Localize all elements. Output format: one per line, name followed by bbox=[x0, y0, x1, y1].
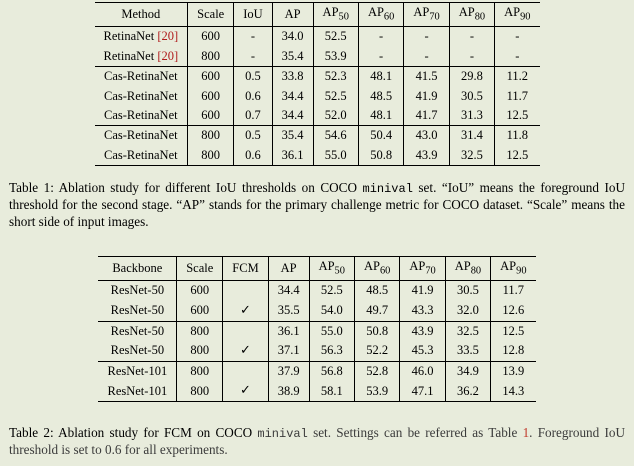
cell-ap50: 55.0 bbox=[313, 146, 358, 166]
cell-method: Cas-RetinaNet bbox=[95, 106, 188, 126]
cell-ap80: 32.5 bbox=[449, 146, 494, 166]
cell-ap90: - bbox=[495, 47, 540, 67]
cell-ap70: 41.9 bbox=[404, 87, 449, 106]
cell-ap: 35.4 bbox=[272, 47, 313, 67]
cell-scale: 600 bbox=[177, 281, 223, 301]
cell-ap70: - bbox=[404, 27, 449, 47]
caption-text-b: set. Settings can be referred as Table bbox=[307, 425, 523, 440]
cell-ap70: 43.3 bbox=[400, 301, 445, 321]
cell-scale: 800 bbox=[188, 146, 234, 166]
table-row bbox=[98, 341, 535, 361]
cell-ap70: 46.0 bbox=[400, 362, 445, 382]
cell-ap60: 48.5 bbox=[354, 281, 399, 301]
cell-iou: 0.6 bbox=[234, 146, 272, 166]
cell-scale: 800 bbox=[177, 321, 223, 341]
table-ablation-iou bbox=[95, 2, 540, 166]
cell-ap50: 52.5 bbox=[309, 281, 354, 301]
cell-ap: 34.4 bbox=[268, 281, 309, 301]
cell-ap60: 53.9 bbox=[354, 381, 399, 401]
cell-iou: - bbox=[234, 47, 272, 67]
cell-iou: 0.5 bbox=[234, 126, 272, 146]
cell-ap: 35.4 bbox=[272, 126, 313, 146]
cell-scale: 600 bbox=[188, 106, 234, 126]
table-row bbox=[95, 106, 540, 126]
col-header-ap60: $AP_{60}$ bbox=[354, 257, 399, 281]
cell-ap50: 52.3 bbox=[313, 67, 358, 87]
table-row bbox=[95, 47, 540, 67]
cell-ap50: 54.6 bbox=[313, 126, 358, 146]
cell-ap50: 52.5 bbox=[313, 27, 358, 47]
col-header-ap70: $AP_{70}$ bbox=[400, 257, 445, 281]
cell-iou: 0.7 bbox=[234, 106, 272, 126]
cell-scale: 600 bbox=[188, 67, 234, 87]
col-header-ap50: $AP_{50}$ bbox=[309, 257, 354, 281]
table-header-row bbox=[98, 257, 535, 281]
col-header-ap80: $AP_{80}$ bbox=[449, 3, 494, 27]
cell-ap: 38.9 bbox=[268, 381, 309, 401]
cell-ap: 34.4 bbox=[272, 106, 313, 126]
table-row bbox=[95, 146, 540, 166]
cell-ap80: - bbox=[449, 27, 494, 47]
cell-ap70: 47.1 bbox=[400, 381, 445, 401]
cell-ap70: - bbox=[404, 47, 449, 67]
cell-backbone: ResNet-50 bbox=[98, 341, 176, 361]
cell-ap60: 50.8 bbox=[358, 146, 403, 166]
cell-method: Cas-RetinaNet bbox=[95, 87, 188, 106]
cell-ap80: - bbox=[449, 47, 494, 67]
col-header-ap90: $AP_{90}$ bbox=[491, 257, 536, 281]
cell-backbone: ResNet-101 bbox=[98, 381, 176, 401]
col-header-scale: Scale bbox=[188, 3, 234, 27]
table-1-caption bbox=[9, 180, 625, 231]
cell-ap: 36.1 bbox=[272, 146, 313, 166]
cell-scale: 800 bbox=[188, 126, 234, 146]
cell-scale: 600 bbox=[188, 27, 234, 47]
cell-ap70: 43.9 bbox=[404, 146, 449, 166]
cell-ap60: 48.1 bbox=[358, 67, 403, 87]
cell-ap: 36.1 bbox=[268, 321, 309, 341]
cell-method: RetinaNet [20] bbox=[95, 47, 188, 67]
col-header-fcm: FCM bbox=[223, 257, 268, 281]
table-row bbox=[95, 27, 540, 47]
col-header-scale: Scale bbox=[177, 257, 223, 281]
cell-ap90: - bbox=[495, 27, 540, 47]
cell-scale: 600 bbox=[177, 301, 223, 321]
cell-fcm-checkmark: ✓ bbox=[223, 301, 268, 321]
cell-method: Cas-RetinaNet bbox=[95, 146, 188, 166]
table-row bbox=[95, 126, 540, 146]
cell-ap: 34.0 bbox=[272, 27, 313, 47]
cell-ap50: 56.8 bbox=[309, 362, 354, 382]
cell-ap60: - bbox=[358, 47, 403, 67]
cell-scale: 600 bbox=[188, 87, 234, 106]
cell-ap90: 13.9 bbox=[491, 362, 536, 382]
cell-scale: 800 bbox=[177, 341, 223, 361]
cell-ap: 35.5 bbox=[268, 301, 309, 321]
cell-ap60: 48.1 bbox=[358, 106, 403, 126]
cell-ap60: 52.8 bbox=[354, 362, 399, 382]
cell-ap: 37.1 bbox=[268, 341, 309, 361]
cell-ap60: 50.4 bbox=[358, 126, 403, 146]
col-header-ap80: $AP_{80}$ bbox=[445, 257, 490, 281]
col-header-ap50: $AP_{50}$ bbox=[313, 3, 358, 27]
table-row bbox=[98, 321, 535, 341]
cell-ap80: 31.3 bbox=[449, 106, 494, 126]
table-row bbox=[98, 281, 535, 301]
cell-ap90: 11.7 bbox=[495, 87, 540, 106]
table-row bbox=[98, 362, 535, 382]
cell-ap70: 45.3 bbox=[400, 341, 445, 361]
cell-ap60: 49.7 bbox=[354, 301, 399, 321]
cell-ap80: 32.5 bbox=[445, 321, 490, 341]
cell-fcm-checkmark bbox=[223, 281, 268, 301]
table-ablation-fcm bbox=[98, 256, 535, 402]
cell-ap80: 33.5 bbox=[445, 341, 490, 361]
cell-ap70: 41.5 bbox=[404, 67, 449, 87]
cell-ap50: 52.0 bbox=[313, 106, 358, 126]
table-row bbox=[98, 381, 535, 401]
col-header-backbone: Backbone bbox=[98, 257, 176, 281]
cell-ap: 34.4 bbox=[272, 87, 313, 106]
cell-fcm-checkmark bbox=[223, 321, 268, 341]
cell-fcm-checkmark: ✓ bbox=[223, 341, 268, 361]
cell-ap60: - bbox=[358, 27, 403, 47]
cell-ap90: 12.5 bbox=[495, 106, 540, 126]
cell-ap60: 48.5 bbox=[358, 87, 403, 106]
col-header-ap90: $AP_{90}$ bbox=[495, 3, 540, 27]
cell-ap50: 56.3 bbox=[309, 341, 354, 361]
cell-ap70: 41.9 bbox=[400, 281, 445, 301]
cell-ap80: 30.5 bbox=[449, 87, 494, 106]
cell-ap70: 43.9 bbox=[400, 321, 445, 341]
cell-ap80: 31.4 bbox=[449, 126, 494, 146]
cell-ap90: 12.5 bbox=[495, 146, 540, 166]
cell-ap90: 12.8 bbox=[491, 341, 536, 361]
cell-ap70: 41.7 bbox=[404, 106, 449, 126]
caption-mono-minival: minival bbox=[257, 427, 308, 441]
col-header-iou: IoU bbox=[234, 3, 272, 27]
caption-text-a: Ablation study for FCM on COCO bbox=[53, 425, 258, 440]
cell-ap50: 55.0 bbox=[309, 321, 354, 341]
cell-iou: - bbox=[234, 27, 272, 47]
cell-method: Cas-RetinaNet bbox=[95, 67, 188, 87]
citation-link[interactable]: [20] bbox=[157, 29, 179, 44]
col-header-ap70: $AP_{70}$ bbox=[404, 3, 449, 27]
cell-ap: 37.9 bbox=[268, 362, 309, 382]
cell-ap80: 30.5 bbox=[445, 281, 490, 301]
cell-iou: 0.6 bbox=[234, 87, 272, 106]
table-1-container bbox=[0, 2, 634, 166]
cell-scale: 800 bbox=[177, 381, 223, 401]
cell-ap90: 14.3 bbox=[491, 381, 536, 401]
caption-mono-minival: minival bbox=[362, 182, 413, 196]
table-2-container bbox=[0, 256, 634, 402]
table-reference-link[interactable]: 1 bbox=[522, 425, 530, 440]
caption-text-b: set. “IoU” means the foreground IoU threshold for the second stage. “AP” stands for the primary challenge metric for COCO dataset. “Scale” means the short side of input images. bbox=[9, 180, 626, 230]
table-row bbox=[95, 87, 540, 106]
cell-ap80: 32.0 bbox=[445, 301, 490, 321]
cell-ap: 33.8 bbox=[272, 67, 313, 87]
cell-fcm-checkmark: ✓ bbox=[223, 381, 268, 401]
cell-backbone: ResNet-50 bbox=[98, 281, 176, 301]
cell-ap50: 52.5 bbox=[313, 87, 358, 106]
cell-ap80: 34.9 bbox=[445, 362, 490, 382]
cell-method: RetinaNet [20] bbox=[95, 27, 188, 47]
cell-ap90: 11.7 bbox=[491, 281, 536, 301]
cell-scale: 800 bbox=[188, 47, 234, 67]
cell-ap50: 54.0 bbox=[309, 301, 354, 321]
cell-fcm-checkmark bbox=[223, 362, 268, 382]
col-header-ap: AP bbox=[272, 3, 313, 27]
col-header-ap60: $AP_{60}$ bbox=[358, 3, 403, 27]
cell-ap80: 36.2 bbox=[445, 381, 490, 401]
caption-label: Table 1: bbox=[9, 180, 54, 195]
cell-method: Cas-RetinaNet bbox=[95, 126, 188, 146]
cell-ap90: 11.8 bbox=[495, 126, 540, 146]
table-2-caption bbox=[9, 425, 625, 459]
table-row bbox=[95, 67, 540, 87]
col-header-method: Method bbox=[95, 3, 188, 27]
cell-ap90: 11.2 bbox=[495, 67, 540, 87]
cell-ap70: 43.0 bbox=[404, 126, 449, 146]
table-header-row bbox=[95, 3, 540, 27]
citation-link[interactable]: [20] bbox=[157, 48, 179, 63]
cell-backbone: ResNet-50 bbox=[98, 301, 176, 321]
cell-ap80: 29.8 bbox=[449, 67, 494, 87]
caption-label: Table 2: bbox=[9, 425, 54, 440]
cell-backbone: ResNet-101 bbox=[98, 362, 176, 382]
cell-ap50: 53.9 bbox=[313, 47, 358, 67]
cell-ap50: 58.1 bbox=[309, 381, 354, 401]
cell-ap90: 12.5 bbox=[491, 321, 536, 341]
table-row bbox=[98, 301, 535, 321]
col-header-ap: AP bbox=[268, 257, 309, 281]
caption-text-c: . Foreground IoU threshold is set to 0.6 for all experiments. bbox=[9, 425, 626, 458]
cell-ap60: 50.8 bbox=[354, 321, 399, 341]
cell-scale: 800 bbox=[177, 362, 223, 382]
cell-iou: 0.5 bbox=[234, 67, 272, 87]
caption-text-a: Ablation study for different IoU thresholds on COCO bbox=[53, 180, 363, 195]
cell-ap90: 12.6 bbox=[491, 301, 536, 321]
cell-ap60: 52.2 bbox=[354, 341, 399, 361]
cell-backbone: ResNet-50 bbox=[98, 321, 176, 341]
